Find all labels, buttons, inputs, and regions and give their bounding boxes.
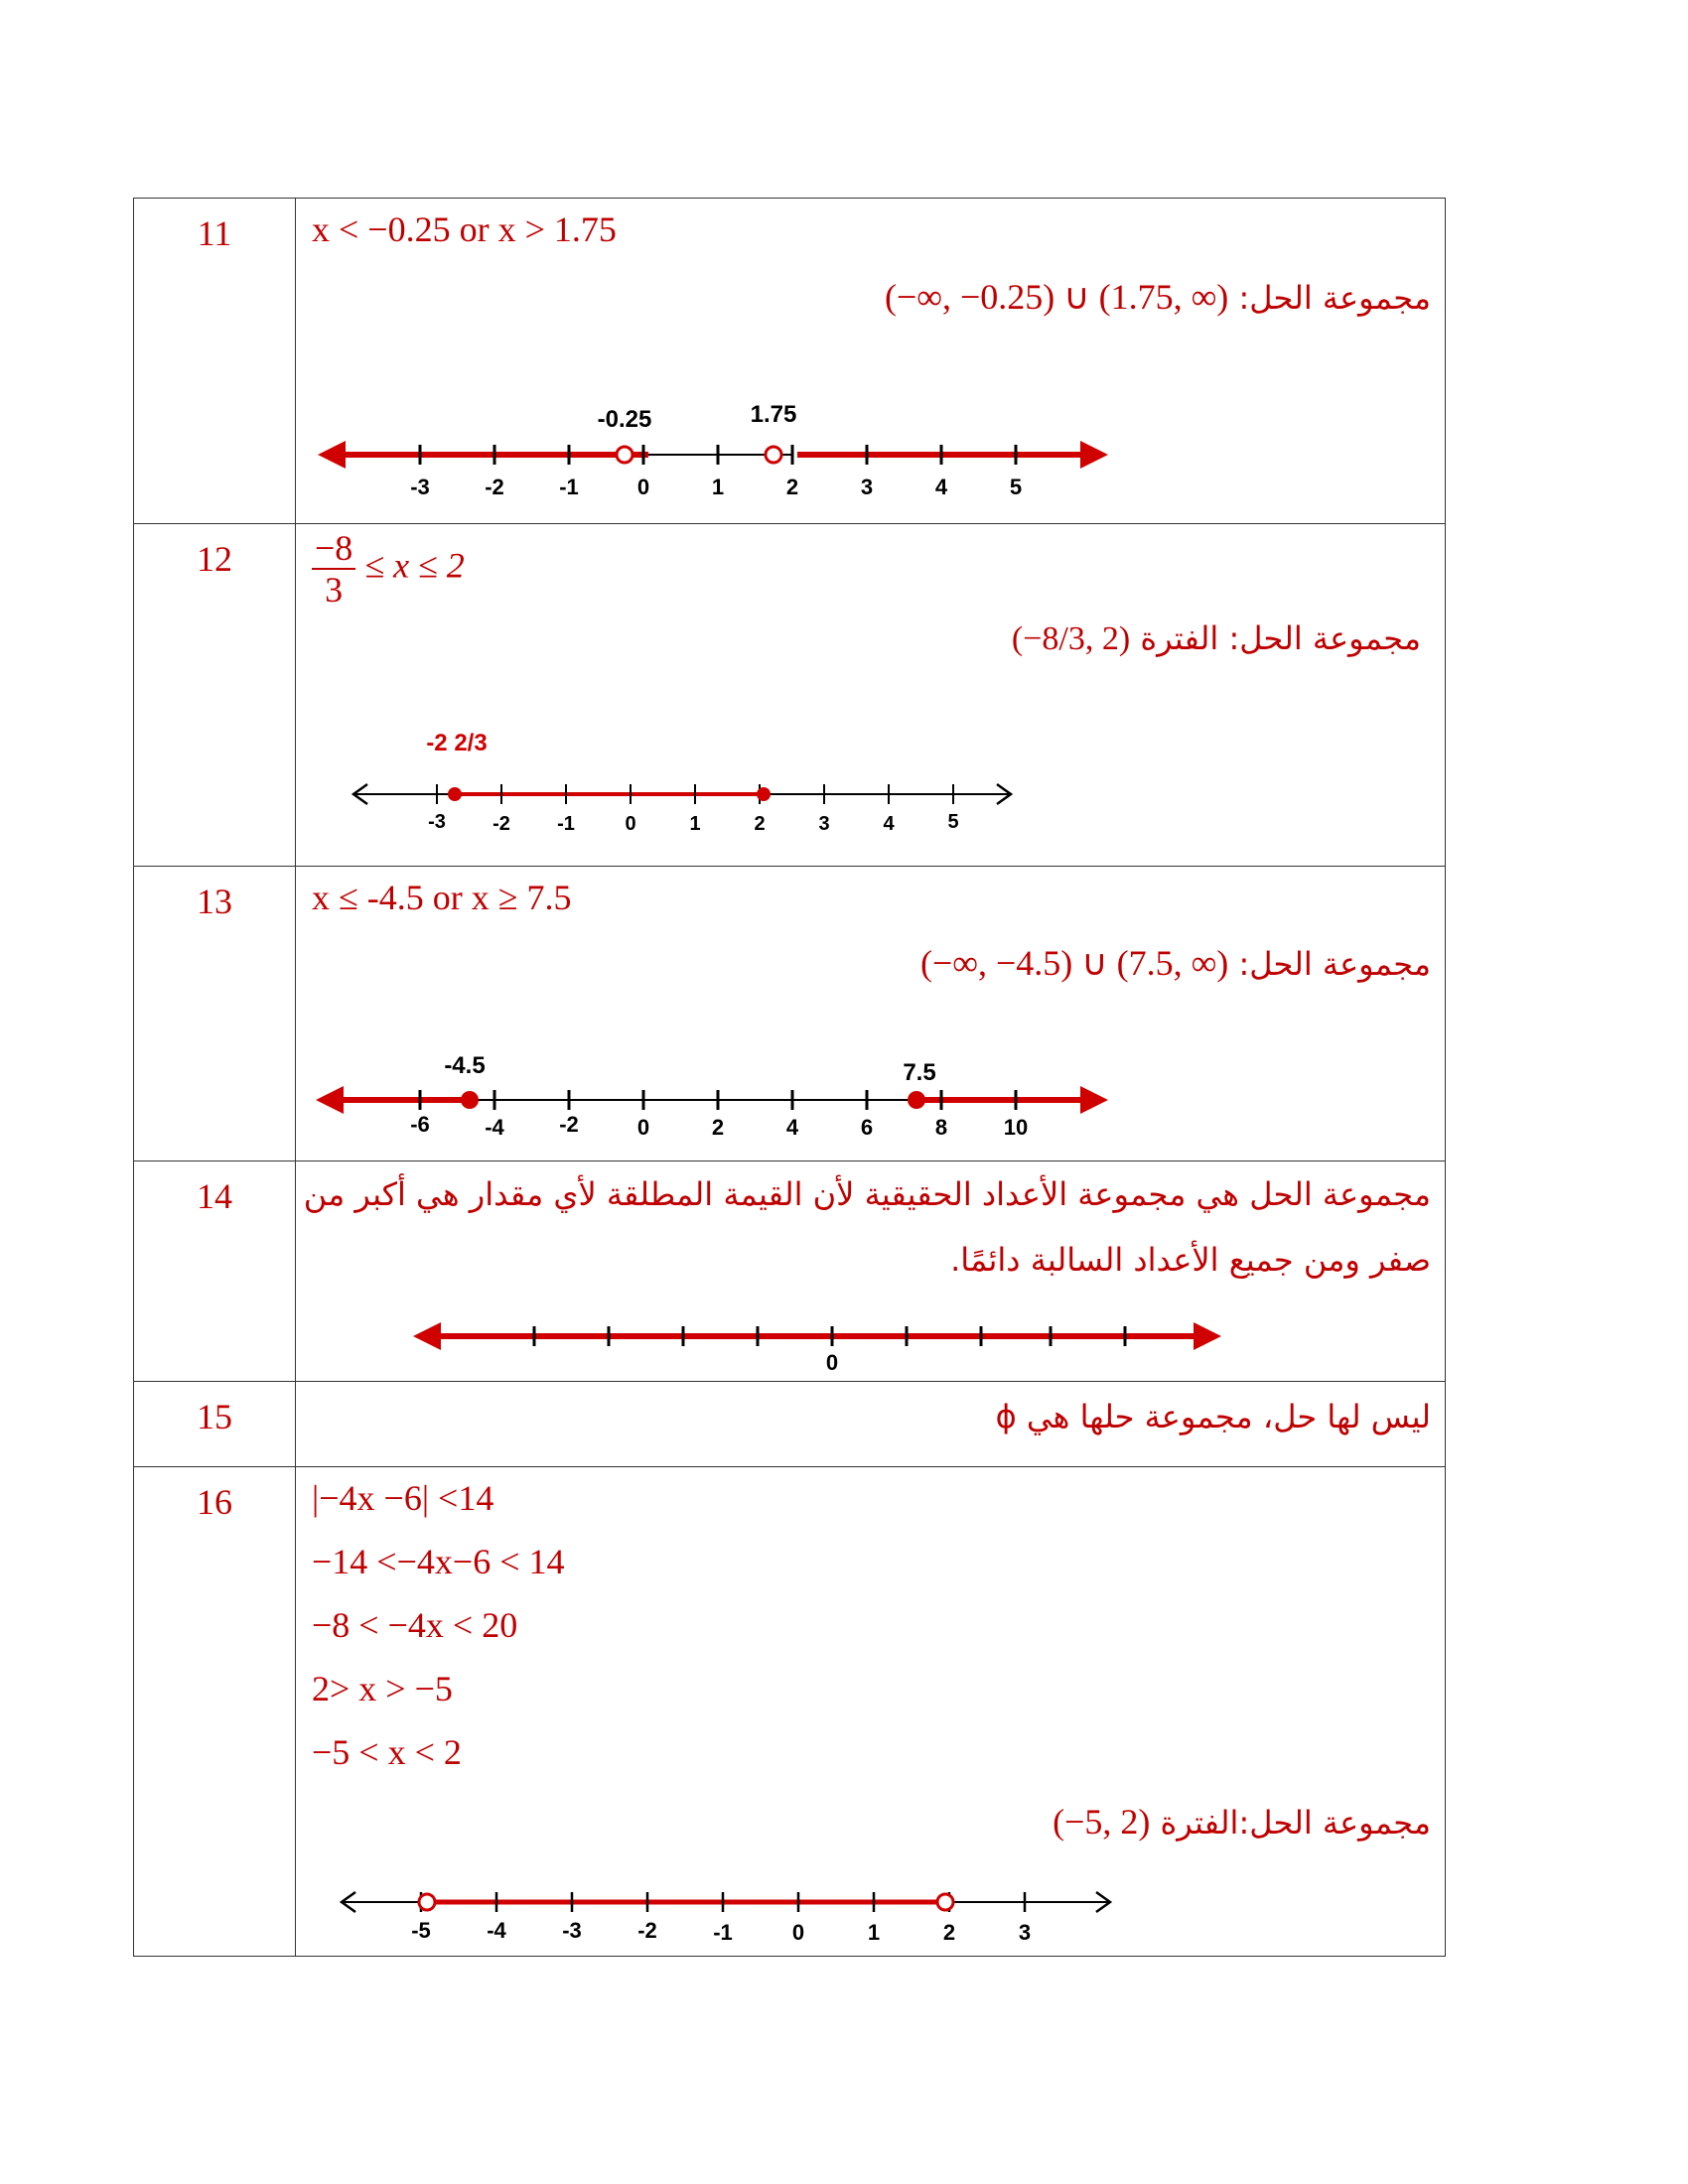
tick-label: 5 [947,811,959,833]
tick-label: 1 [711,475,725,499]
table-row [134,867,1446,1161]
no-solution-text: ليس لها حل، مجموعة حلها هي ϕ [995,1398,1431,1435]
tick-label: 4 [785,1115,799,1140]
step-line: −8 < −4x < 20 [312,1605,518,1645]
tick-label: 0 [636,475,650,499]
tick-label: -1 [557,813,575,835]
problem-number: 15 [134,1382,296,1467]
table-row [134,1382,1446,1467]
solution-label: مجموعة الحل: [1238,279,1431,317]
tick-label: 0 [636,1115,650,1140]
tick-label: -2 [637,1918,657,1943]
step-line: −14 <−4x−6 < 14 [312,1542,565,1581]
table-row [134,524,1446,867]
answer-cell [296,199,1446,524]
tick-label: 3 [818,813,830,835]
tick-label: -3 [410,475,430,499]
solution-set: (−∞, −4.5) ∪ (7.5, ∞) [920,943,1229,983]
point-label: -4.5 [444,1052,486,1079]
explanation-line-2: صفر ومن جميع الأعداد السالبة دائمًا. [950,1241,1431,1279]
answer-cell [296,1161,1446,1382]
tick-label: 2 [754,813,766,835]
explanation-line-1: مجموعة الحل هي مجموعة الأعداد الحقيقية لأن القيمة المطلقة لأي مقدار هي أكبر من [303,1175,1431,1213]
tick-label: 0 [791,1920,805,1945]
tick-label: 6 [860,1115,874,1140]
closed-point [757,787,771,801]
tick-label: 0 [825,1350,839,1375]
solution-line [1053,1801,1431,1843]
solution-line [885,276,1431,318]
number-line [296,1300,1438,1380]
inequality: x < −0.25 or x > 1.75 [312,209,617,249]
number-line [296,693,1438,862]
tick-label: 4 [883,813,895,835]
tick-label: 2 [942,1920,956,1945]
inequality: x ≤ -4.5 or x ≥ 7.5 [312,878,572,917]
table-row [134,1467,1446,1957]
problem-number: 13 [134,867,296,1161]
answers-table [133,198,1446,1957]
open-point [937,1894,953,1910]
table-row [134,199,1446,524]
step-line: |−4x −6| <14 [312,1478,494,1518]
solution-interval: (−5, 2) [1053,1802,1151,1842]
solution-interval: (−8/3, 2) [1011,620,1131,657]
tick-label: -5 [411,1918,431,1943]
point-label: -0.25 [597,406,652,433]
problem-number: 14 [134,1161,296,1382]
tick-label: 2 [785,475,799,499]
tick-label: -3 [562,1918,582,1943]
solution-line [920,942,1431,984]
closed-point [461,1091,479,1109]
point-label: -2 2/3 [426,730,488,756]
closed-point [908,1091,925,1109]
tick-label: 1 [689,813,701,835]
point-label: 7.5 [903,1059,936,1086]
number-line [296,1864,1438,1954]
open-point [419,1894,435,1910]
tick-label: 3 [1018,1920,1032,1945]
solution-label: مجموعة الحل: الفترة [1140,619,1421,657]
closed-point [448,787,462,801]
tick-label: -1 [559,475,579,499]
tick-label: -6 [410,1112,430,1137]
open-point [617,447,633,463]
solution-set: (−∞, −0.25) ∪ (1.75, ∞) [885,277,1229,317]
point-label: 1.75 [750,401,797,428]
tick-label: 10 [1003,1115,1029,1140]
tick-label: 8 [934,1115,948,1140]
tick-label: -4 [487,1918,506,1943]
number-line [296,397,1438,516]
tick-label: -2 [492,813,510,835]
problem-number: 12 [134,524,296,867]
answer-cell [296,1382,1446,1467]
solution-label: مجموعة الحل: [1238,945,1431,983]
answer-cell [296,1467,1446,1957]
tick-label: 4 [934,475,948,499]
tick-label: 0 [625,813,636,835]
tick-label: 5 [1009,475,1023,499]
problem-number: 16 [134,1467,296,1957]
step-line: −5 < x < 2 [312,1732,462,1772]
step-line: 2> x > −5 [312,1669,453,1708]
solution-line [1012,619,1421,658]
solution-label: مجموعة الحل:الفترة [1160,1804,1431,1842]
tick-label: 1 [867,1920,881,1945]
inequality: $\frac{-8}{3}$ ≤ x ≤ 2 [312,530,465,608]
tick-label: -4 [485,1115,504,1140]
number-line [296,1045,1438,1155]
tick-label: 3 [860,475,874,499]
tick-label: -2 [485,475,504,499]
answer-cell [296,867,1446,1161]
open-point [766,447,781,463]
problem-number: 11 [134,199,296,524]
tick-label: 2 [711,1115,725,1140]
fraction: $\frac{-8}{3}$ [312,530,355,608]
tick-label: -3 [428,811,446,833]
answer-cell [296,524,1446,867]
tick-label: -1 [713,1920,733,1945]
tick-label: -2 [559,1112,579,1137]
table-row [134,1161,1446,1382]
